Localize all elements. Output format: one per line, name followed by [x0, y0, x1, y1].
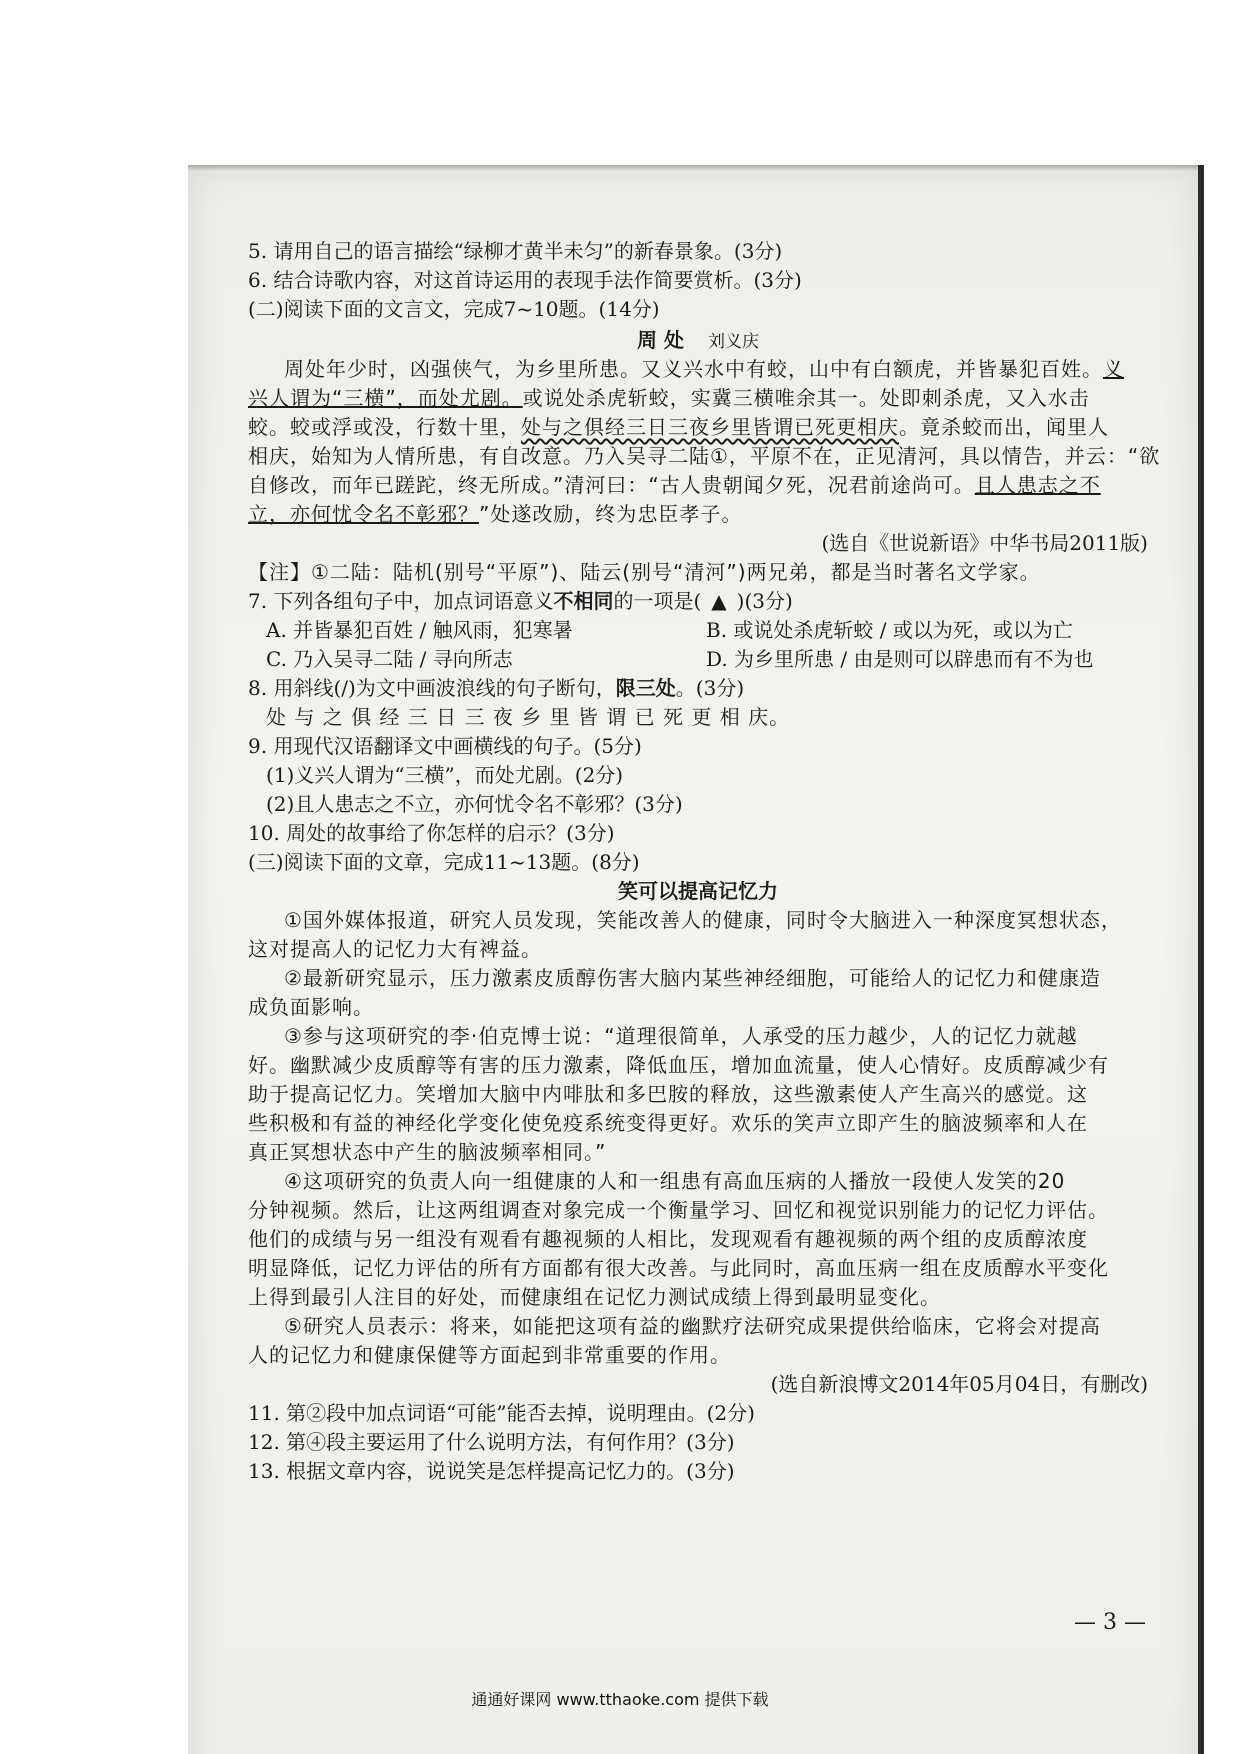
question-9-part-1: (1)义兴人谓为“三横”，而处尤剧。(2分) — [266, 763, 624, 787]
classical-line-6-underlined: 立，亦何忧令名不彰邪？ — [248, 502, 479, 526]
question-7-options-row-2 — [248, 645, 1148, 674]
passage-2-source: (选自新浪博文2014年05月04日，有删改) — [770, 1372, 1148, 1396]
question-8-sentence: 处 与 之 俱 经 三 日 三 夜 乡 里 皆 谓 已 死 更 相 庆。 — [266, 705, 791, 729]
classical-line-2-underlined: 兴人谓为“三横”，而处尤剧。 — [248, 386, 523, 410]
scanned-sheet — [188, 165, 1200, 1754]
classical-line-1 — [248, 355, 1148, 384]
article-para-1-line-1: ①国外媒体报道，研究人员发现，笑能改善人的健康，同时令大脑进入一种深度冥想状态， — [284, 908, 1122, 932]
article-para-1-line-2: 这对提高人的记忆力大有裨益。 — [248, 937, 542, 961]
article-para-3-line-4: 些积极和有益的神经化学变化使免疫系统变得更好。欢乐的笑声立即产生的脑波频率和人在 — [248, 1111, 1088, 1135]
article-para-4-line-2: 分钟视频。然后，让这两组调查对象完成一个衡量学习、回忆和视觉识别能力的记忆力评估。 — [248, 1198, 1109, 1222]
article-para-4-line-5: 上得到最引人注目的好处，而健康组在记忆力测试成绩上得到最明显变化。 — [248, 1285, 941, 1309]
passage-2-title: 笑可以提高记忆力 — [618, 879, 778, 903]
question-7 — [248, 587, 1148, 616]
sheet-top-shadow — [188, 165, 1200, 171]
option-a: A. 并皆暴犯百姓 / 触风雨，犯寒暑 — [266, 618, 573, 642]
question-13: 13. 根据文章内容，说说笑是怎样提高记忆力的。(3分) — [248, 1459, 735, 1483]
answer-blank-triangle-icon: ▲ — [711, 589, 727, 613]
section-3-heading: (三)阅读下面的文章，完成11~13题。(8分) — [248, 850, 640, 874]
classical-line-3 — [248, 413, 1148, 442]
article-para-3-line-2: 好。幽默减少皮质醇等有害的压力激素，降低血压，增加血流量，使人心情好。皮质醇减少有 — [248, 1053, 1109, 1077]
classical-line-6 — [248, 500, 1148, 529]
question-5: 5. 请用自己的语言描绘“绿柳才黄半未匀”的新春景象。(3分) — [248, 239, 783, 263]
article-para-4-line-1: ④这项研究的负责人向一组健康的人和一组患有高血压病的人播放一段使人发笑的20 — [284, 1169, 1066, 1193]
question-8-score: 。(3分) — [675, 676, 745, 700]
classical-line-3-wavy: 处与之俱经三日三夜乡里皆谓已死更相庆 — [521, 415, 899, 439]
question-7-emphasis: 不相同 — [553, 589, 614, 613]
classical-line-5-text: 自修改，而年已蹉跎，终无所成。”清河曰：“古人贵朝闻夕死，况君前途尚可。 — [248, 473, 975, 497]
classical-line-5 — [248, 471, 1148, 500]
article-para-3-line-1: ③参与这项研究的李·伯克博士说：“道理很简单，人承受的压力越少，人的记忆力就越 — [284, 1024, 1078, 1048]
article-para-4-line-4: 明显降低，记忆力评估的所有方面都有很大改善。与此同时，高血压病一组在皮质醇水平变化 — [248, 1256, 1109, 1280]
question-7-score: )(3分) — [736, 589, 793, 613]
section-2-heading: (二)阅读下面的文言文，完成7~10题。(14分) — [248, 297, 660, 321]
classical-line-1-underlined: 义 — [1103, 357, 1124, 381]
passage-1-title-row — [248, 326, 1148, 355]
question-8 — [248, 674, 1148, 703]
sheet-right-edge — [1198, 165, 1204, 1754]
classical-line-5-underlined: 且人患志之不 — [974, 473, 1101, 497]
classical-line-6-text: ”处遂改励，终为忠臣孝子。 — [479, 502, 743, 526]
passage-1-note: 【注】①二陆：陆机(别号“平原”)、陆云(别号“清河”)两兄弟，都是当时著名文学家。 — [248, 560, 1041, 584]
article-para-3-line-3: 助于提高记忆力。笑增加大脑中内啡肽和多巴胺的释放，这些激素使人产生高兴的感觉。这 — [248, 1082, 1088, 1106]
article-para-2-line-1: ②最新研究显示，压力激素皮质醇伤害大脑内某些神经细胞，可能给人的记忆力和健康造 — [284, 966, 1101, 990]
question-12: 12. 第④段主要运用了什么说明方法，有何作用？(3分) — [248, 1430, 735, 1454]
classical-line-3-text: 蛟。蛟或浮或没，行数十里， — [248, 415, 521, 439]
exam-content — [248, 237, 1161, 1486]
passage-1-title: 周 处 — [637, 328, 684, 352]
question-6: 6. 结合诗歌内容，对这首诗运用的表现手法作简要赏析。(3分) — [248, 268, 802, 292]
option-b: B. 或说处杀虎斩蛟 / 或以为死，或以为亡 — [706, 618, 1073, 642]
classical-line-3-tail: 。竟杀蛟而出，闻里人 — [899, 415, 1109, 439]
question-7-text: 7. 下列各组句子中，加点词语意义 — [248, 589, 554, 613]
page-number: — 3 — — [1074, 1610, 1146, 1635]
passage-1-source: (选自《世说新语》中华书局2011版) — [821, 531, 1148, 555]
question-8-text: 8. 用斜线(/)为文中画波浪线的句子断句， — [248, 676, 616, 700]
question-7-mid: 的一项是( — [613, 589, 702, 613]
article-para-5-line-2: 人的记忆力和健康保健等方面起到非常重要的作用。 — [248, 1343, 731, 1367]
article-para-5-line-1: ⑤研究人员表示：将来，如能把这项有益的幽默疗法研究成果提供给临床，它将会对提高 — [284, 1314, 1101, 1338]
question-9: 9. 用现代汉语翻译文中画横线的句子。(5分) — [248, 734, 642, 758]
question-11: 11. 第②段中加点词语“可能”能否去掉，说明理由。(2分) — [248, 1401, 755, 1425]
question-7-options-row-1 — [248, 616, 1148, 645]
download-footer: 通通好课网 www.tthaoke.com 提供下载 — [471, 1690, 769, 1709]
classical-line-4: 相庆，始知为人情所患，有自改意。乃入吴寻二陆①，平原不在，正见清河，具以情告，并云：“欲 — [248, 444, 1161, 468]
article-para-3-line-5: 真正冥想状态中产生的脑波频率相同。” — [248, 1140, 607, 1164]
passage-1-author: 刘义庆 — [707, 332, 759, 352]
article-para-4-line-3: 他们的成绩与另一组没有观看有趣视频的人相比，发现观看有趣视频的两个组的皮质醇浓度 — [248, 1227, 1088, 1251]
question-8-emphasis: 限三处 — [615, 676, 676, 700]
option-d: D. 为乡里所患 / 由是则可以辟患而有不为也 — [706, 647, 1094, 671]
classical-line-2 — [248, 384, 1148, 413]
option-c: C. 乃入吴寻二陆 / 寻向所志 — [266, 647, 513, 671]
question-10: 10. 周处的故事给了你怎样的启示？(3分) — [248, 821, 615, 845]
classical-line-1-text: 周处年少时，凶强侠气，为乡里所患。又义兴水中有蛟，山中有白额虎，并皆暴犯百姓。 — [284, 357, 1103, 381]
question-9-part-2: (2)且人患志之不立，亦何忧令名不彰邪？(3分) — [266, 792, 683, 816]
article-para-2-line-2: 成负面影响。 — [248, 995, 374, 1019]
classical-line-2-text: 或说处杀虎斩蛟，实冀三横唯余其一。处即刺杀虎，又入水击 — [522, 386, 1090, 410]
